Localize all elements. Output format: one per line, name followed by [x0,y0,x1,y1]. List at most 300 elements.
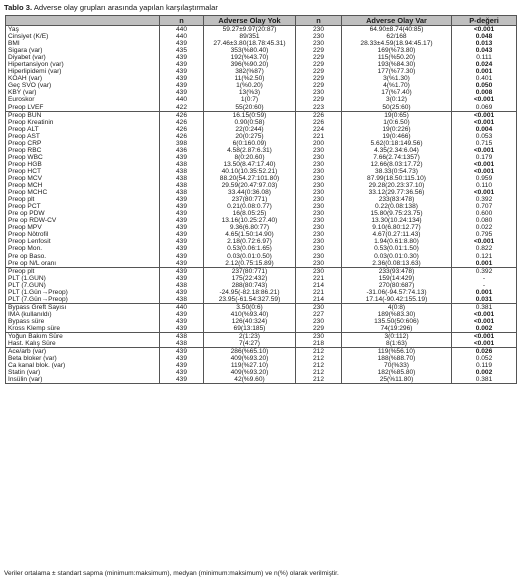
cell-no-adverse-event: 1(%0.20) [204,82,296,89]
cell-adverse-event: 3(0:112) [342,333,452,341]
cell-p-value: <0.001 [452,119,517,126]
cell-no-adverse-event: 23.95(-61.54:327.59) [204,296,296,304]
cell-no-adverse-event: 237(80:771) [204,196,296,203]
cell-p-value: <0.001 [452,111,517,119]
cell-variable: Preop CRP [6,140,160,147]
table-row [6,133,517,140]
cell-no-adverse-event: 16(8.05:25) [204,210,296,217]
cell-n-event: 212 [296,376,342,384]
cell-n-no-event: 439 [160,217,204,224]
cell-variable: Hiperlipidemi (var) [6,68,160,75]
cell-no-adverse-event: 13.50(8.47:17.40) [204,161,296,168]
table-row [6,126,517,133]
cell-n-event: 230 [296,260,342,268]
cell-adverse-event: 50(25:60) [342,104,452,112]
cell-variable: Preop AST [6,133,160,140]
table-row [6,376,517,384]
cell-no-adverse-event: 11(%2.50) [204,75,296,82]
cell-variable: Preop RBC [6,147,160,154]
cell-no-adverse-event: 396(%90.20) [204,61,296,68]
table-row [6,210,517,217]
cell-no-adverse-event: 1(0:7) [204,96,296,103]
cell-p-value: 0.004 [452,126,517,133]
cell-n-event: 230 [296,189,342,196]
cell-n-event: 212 [296,348,342,356]
cell-n-event: 230 [296,231,342,238]
cell-n-event: 230 [296,40,342,47]
cell-n-no-event: 426 [160,111,204,119]
cell-n-event: 223 [296,104,342,112]
cell-no-adverse-event: 2(1:23) [204,333,296,341]
caption-text: Adverse olay grupları arasında yapılan karşılaştırmalar [32,3,218,12]
cell-variable: Preop Lenfosit [6,238,160,245]
cell-n-event: 230 [296,26,342,34]
cell-adverse-event: 2.36(0.08:13.63) [342,260,452,268]
table-caption [4,3,218,12]
cell-adverse-event: 4(%1.70) [342,82,452,89]
cell-variable: İnsülin (var) [6,376,160,384]
cell-no-adverse-event: 126(40:324) [204,318,296,325]
cell-variable: Preop MCHC [6,189,160,196]
cell-no-adverse-event: 382(%87) [204,68,296,75]
cell-p-value: <0.001 [452,147,517,154]
cell-p-value: 0.381 [452,303,517,311]
cell-variable: Preop Kreatinin [6,119,160,126]
table-row [6,267,517,275]
cell-p-value: 0.008 [452,89,517,96]
table-footnote: Veriler ortalama ± standart sapma (minimum:maksimum), medyan (minimum:maksimum) ve n(%) olarak verilmiştir. [4,570,339,577]
cell-p-value: 0.043 [452,47,517,54]
cell-no-adverse-event: 175(22:432) [204,275,296,282]
cell-variable: Pre op Baso. [6,253,160,260]
cell-p-value: 0.048 [452,33,517,40]
table-row [6,362,517,369]
cell-p-value: 0.026 [452,348,517,356]
cell-no-adverse-event: 9.36(6.80:77) [204,224,296,231]
cell-p-value: <0.001 [452,96,517,103]
cell-variable: Hast. Kalış Süre [6,340,160,348]
cell-adverse-event: 0.22(0.08:138) [342,203,452,210]
cell-variable: Bypass süre [6,318,160,325]
cell-n-event: 224 [296,126,342,133]
cell-n-no-event: 435 [160,47,204,54]
table-row [6,47,517,54]
cell-adverse-event: 70(%33) [342,362,452,369]
cell-n-event: 229 [296,82,342,89]
cell-n-no-event: 440 [160,33,204,40]
cell-n-event: 230 [296,175,342,182]
table-row [6,275,517,282]
cell-no-adverse-event: 237(80:771) [204,267,296,275]
table-row [6,147,517,154]
cell-n-no-event: 439 [160,89,204,96]
cell-n-event: 229 [296,68,342,75]
cell-n-no-event: 438 [160,182,204,189]
cell-n-no-event: 438 [160,168,204,175]
cell-adverse-event: 115(%50.20) [342,54,452,61]
cell-n-no-event: 439 [160,154,204,161]
cell-p-value: <0.001 [452,311,517,318]
header-adverse-event: Adverse Olay Var [342,16,452,26]
table-row [6,203,517,210]
table-row [6,282,517,289]
cell-adverse-event: 9.10(6.80:12.77) [342,224,452,231]
table-row [6,82,517,89]
cell-n-no-event: 426 [160,126,204,133]
table-row [6,303,517,311]
cell-no-adverse-event: 192(%43.70) [204,54,296,61]
cell-n-no-event: 439 [160,355,204,362]
cell-no-adverse-event: 409(%93.20) [204,355,296,362]
cell-variable: Preop BUN [6,111,160,119]
cell-no-adverse-event: 0.03(0.01:0.50) [204,253,296,260]
cell-n-no-event: 439 [160,318,204,325]
cell-n-no-event: 439 [160,238,204,245]
cell-no-adverse-event: 89/351 [204,33,296,40]
cell-no-adverse-event: 3.50(0:6) [204,303,296,311]
cell-n-no-event: 439 [160,61,204,68]
cell-n-event: 230 [296,168,342,175]
table-row [6,40,517,47]
cell-n-no-event: 438 [160,333,204,341]
cell-variable: Hipertansiyon (var) [6,61,160,68]
cell-n-no-event: 439 [160,260,204,268]
cell-adverse-event: 188(%88.70) [342,355,452,362]
cell-n-no-event: 438 [160,189,204,196]
header-variable [6,16,160,26]
cell-p-value: 0.392 [452,196,517,203]
table-row [6,96,517,103]
cell-p-value: 0.110 [452,182,517,189]
table-row [6,168,517,175]
cell-adverse-event: 15.80(9.75:23.75) [342,210,452,217]
cell-n-event: 214 [296,282,342,289]
table-row [6,104,517,112]
cell-no-adverse-event: -24.95(-82.18:86.21) [204,289,296,296]
cell-n-event: 230 [296,182,342,189]
cell-p-value: <0.001 [452,340,517,348]
cell-adverse-event: 193(%84.30) [342,61,452,68]
cell-adverse-event: 5.62(0:18:149.56) [342,140,452,147]
cell-n-event: 214 [296,296,342,304]
cell-adverse-event: 0.53(0.01:1.50) [342,245,452,252]
table-row [6,33,517,40]
cell-no-adverse-event: 8(0:20.60) [204,154,296,161]
cell-variable: Bypass Greft Sayısı [6,303,160,311]
cell-variable: Pre op N/L oranı [6,260,160,268]
cell-no-adverse-event: 13(%3) [204,89,296,96]
cell-variable: Euroskor [6,96,160,103]
cell-n-event: 229 [296,54,342,61]
cell-p-value: 0.053 [452,133,517,140]
cell-p-value: 0.707 [452,203,517,210]
cell-variable: Ca kanal blok. (var) [6,362,160,369]
cell-adverse-event: 87.99(18.50:115.10) [342,175,452,182]
cell-no-adverse-event: 0.53(0.06:1.65) [204,245,296,252]
cell-variable: Preop MPV [6,224,160,231]
cell-p-value: 0.959 [452,175,517,182]
table-row [6,111,517,119]
cell-n-no-event: 439 [160,369,204,376]
cell-adverse-event: 25(%11.80) [342,376,452,384]
cell-adverse-event: 1.94(0.61:8.80) [342,238,452,245]
cell-variable: Beta bloker (var) [6,355,160,362]
table-row [6,54,517,61]
cell-n-event: 230 [296,203,342,210]
cell-variable: PLT (1.GÜN) [6,275,160,282]
cell-n-event: 230 [296,210,342,217]
cell-adverse-event: 169(%73.80) [342,47,452,54]
cell-n-event: 230 [296,161,342,168]
cell-variable: Sigara (var) [6,47,160,54]
table-row [6,68,517,75]
cell-adverse-event: 119(%56.10) [342,348,452,356]
cell-no-adverse-event: 409(%93.20) [204,369,296,376]
cell-n-event: 230 [296,89,342,96]
cell-n-no-event: 439 [160,348,204,356]
cell-variable: Preop ALT [6,126,160,133]
cell-no-adverse-event: 88.20(54.27:101.80) [204,175,296,182]
cell-no-adverse-event: 59.27±9.97(20:87) [204,26,296,34]
cell-n-no-event: 439 [160,325,204,333]
cell-n-no-event: 439 [160,311,204,318]
cell-p-value: <0.001 [452,189,517,196]
cell-adverse-event: 1(0:6.50) [342,119,452,126]
cell-n-no-event: 439 [160,210,204,217]
cell-adverse-event: 3(%1.30) [342,75,452,82]
cell-adverse-event: 4.35(2.34:6.04) [342,147,452,154]
cell-variable: IMA (kullanıldı) [6,311,160,318]
cell-no-adverse-event: 20(0:275) [204,133,296,140]
cell-n-event: 218 [296,340,342,348]
cell-adverse-event: 33.12(29.77:36.56) [342,189,452,196]
cell-p-value: 0.715 [452,140,517,147]
cell-p-value: 0.179 [452,154,517,161]
table-row [6,369,517,376]
cell-variable: Yoğun Bakım Süre [6,333,160,341]
cell-p-value: 0.600 [452,210,517,217]
cell-n-event: 230 [296,33,342,40]
cell-n-event: 226 [296,111,342,119]
cell-n-no-event: 422 [160,104,204,112]
table-row [6,189,517,196]
cell-n-no-event: 438 [160,296,204,304]
cell-variable: Statin (var) [6,369,160,376]
cell-p-value: 0.111 [452,54,517,61]
table-row [6,217,517,224]
cell-adverse-event: 8(1:63) [342,340,452,348]
cell-no-adverse-event: 27.46±3.80(18.78:45.31) [204,40,296,47]
cell-no-adverse-event: 16.15(0:59) [204,111,296,119]
cell-p-value: - [452,282,517,289]
cell-n-no-event: 439 [160,224,204,231]
cell-p-value: <0.001 [452,238,517,245]
header-n-event: n [296,16,342,26]
cell-variable: Preop WBC [6,154,160,161]
cell-variable: Preop plt [6,267,160,275]
cell-adverse-event: 74(19:296) [342,325,452,333]
cell-n-no-event: 438 [160,282,204,289]
cell-n-no-event: 439 [160,267,204,275]
cell-n-event: 230 [296,318,342,325]
table-row [6,75,517,82]
cell-n-event: 227 [296,311,342,318]
cell-n-no-event: 438 [160,175,204,182]
cell-n-event: 226 [296,119,342,126]
cell-no-adverse-event: 0.21(0.08:0.77) [204,203,296,210]
table-row [6,253,517,260]
cell-n-event: 200 [296,140,342,147]
cell-variable: Ace/arb (var) [6,348,160,356]
cell-n-no-event: 439 [160,82,204,89]
cell-p-value: 0.031 [452,296,517,304]
cell-n-no-event: 439 [160,253,204,260]
header-row [6,16,517,26]
table-row [6,333,517,341]
table-row [6,340,517,348]
cell-variable: PLT (7.Gün→Preop) [6,296,160,304]
cell-no-adverse-event: 22(0:244) [204,126,296,133]
cell-adverse-event: 19(0:65) [342,111,452,119]
cell-variable: KOAH (var) [6,75,160,82]
table-row [6,182,517,189]
cell-variable: KBY (var) [6,89,160,96]
cell-no-adverse-event: 4.58(2.87:6.31) [204,147,296,154]
cell-n-no-event: 436 [160,147,204,154]
table-row [6,231,517,238]
cell-n-no-event: 438 [160,161,204,168]
cell-p-value: 0.392 [452,267,517,275]
cell-no-adverse-event: 13.16(10.25:27.40) [204,217,296,224]
cell-variable: Preop HGB [6,161,160,168]
cell-n-no-event: 439 [160,289,204,296]
cell-variable: Cinsiyet (K/E) [6,33,160,40]
cell-variable: PLT (7.GÜN) [6,282,160,289]
table-row [6,26,517,34]
cell-n-event: 230 [296,245,342,252]
cell-n-no-event: 439 [160,362,204,369]
cell-p-value: 0.022 [452,224,517,231]
cell-p-value: 0.050 [452,82,517,89]
cell-adverse-event: 0.03(0.01:0.30) [342,253,452,260]
cell-p-value: 0.001 [452,260,517,268]
table-row [6,175,517,182]
cell-n-no-event: 439 [160,376,204,384]
table-row [6,296,517,304]
table-body [6,26,517,384]
cell-no-adverse-event: 2.18(0.72:6.97) [204,238,296,245]
cell-no-adverse-event: 0.90(0:58) [204,119,296,126]
cell-n-no-event: 439 [160,231,204,238]
cell-variable: Kross Klemp süre [6,325,160,333]
cell-p-value: 0.013 [452,40,517,47]
cell-n-no-event: 440 [160,303,204,311]
cell-p-value: <0.001 [452,161,517,168]
cell-adverse-event: -31.06(-94.57:74.13) [342,289,452,296]
table-row [6,325,517,333]
cell-p-value: 0.121 [452,253,517,260]
cell-n-no-event: 439 [160,275,204,282]
cell-adverse-event: 13.30(10.24:134) [342,217,452,224]
caption-label: Tablo 3. [4,3,33,12]
cell-p-value: 0.119 [452,362,517,369]
table-row [6,238,517,245]
cell-n-no-event: 398 [160,140,204,147]
header-n-no-event: n [160,16,204,26]
cell-no-adverse-event: 410(%93.40) [204,311,296,318]
table-row [6,311,517,318]
cell-adverse-event: 19(0:466) [342,133,452,140]
cell-n-event: 230 [296,253,342,260]
cell-n-event: 230 [296,224,342,231]
cell-n-no-event: 439 [160,40,204,47]
cell-n-event: 221 [296,133,342,140]
cell-adverse-event: 177(%77.30) [342,68,452,75]
cell-adverse-event: 12.66(8.03:17.72) [342,161,452,168]
cell-p-value: 0.381 [452,376,517,384]
cell-n-event: 221 [296,289,342,296]
cell-no-adverse-event: 2.12(0.75:15.89) [204,260,296,268]
cell-p-value: 0.822 [452,245,517,252]
table-row [6,61,517,68]
cell-adverse-event: 17(%7.40) [342,89,452,96]
cell-n-no-event: 426 [160,133,204,140]
cell-adverse-event: 270(80:687) [342,282,452,289]
cell-p-value: <0.001 [452,333,517,341]
cell-n-no-event: 439 [160,68,204,75]
table-row [6,161,517,168]
cell-p-value: 0.002 [452,325,517,333]
cell-p-value: 0.401 [452,75,517,82]
cell-no-adverse-event: 69(13:185) [204,325,296,333]
cell-variable: BMI [6,40,160,47]
cell-no-adverse-event: 353(%80.40) [204,47,296,54]
cell-adverse-event: 28.33±4.59(18.94:45.17) [342,40,452,47]
cell-variable: Preop HCT [6,168,160,175]
cell-p-value: 0.002 [452,369,517,376]
table-row [6,140,517,147]
table-row [6,318,517,325]
cell-no-adverse-event: 6(0:160.09) [204,140,296,147]
cell-adverse-event: 189(%83.30) [342,311,452,318]
cell-n-no-event: 440 [160,26,204,34]
cell-p-value: 0.052 [452,355,517,362]
cell-no-adverse-event: 7(4:27) [204,340,296,348]
cell-adverse-event: 135.50(50:606) [342,318,452,325]
table-row [6,89,517,96]
table-row [6,154,517,161]
cell-n-no-event: 439 [160,196,204,203]
comparison-table [5,15,517,384]
cell-n-event: 212 [296,355,342,362]
cell-p-value: 0.080 [452,217,517,224]
cell-n-event: 229 [296,61,342,68]
cell-variable: Preop plt [6,196,160,203]
cell-variable: Preop MCV [6,175,160,182]
cell-n-no-event: 439 [160,54,204,61]
cell-n-event: 230 [296,154,342,161]
cell-n-no-event: 438 [160,340,204,348]
cell-no-adverse-event: 33.44(0:36.08) [204,189,296,196]
cell-no-adverse-event: 4.65(1.50:14.90) [204,231,296,238]
cell-no-adverse-event: 55(20:60) [204,104,296,112]
table-row [6,348,517,356]
cell-n-event: 230 [296,238,342,245]
cell-n-event: 229 [296,325,342,333]
cell-p-value: <0.001 [452,168,517,175]
cell-p-value: 0.069 [452,104,517,112]
cell-adverse-event: 29.28(20.23:37.10) [342,182,452,189]
